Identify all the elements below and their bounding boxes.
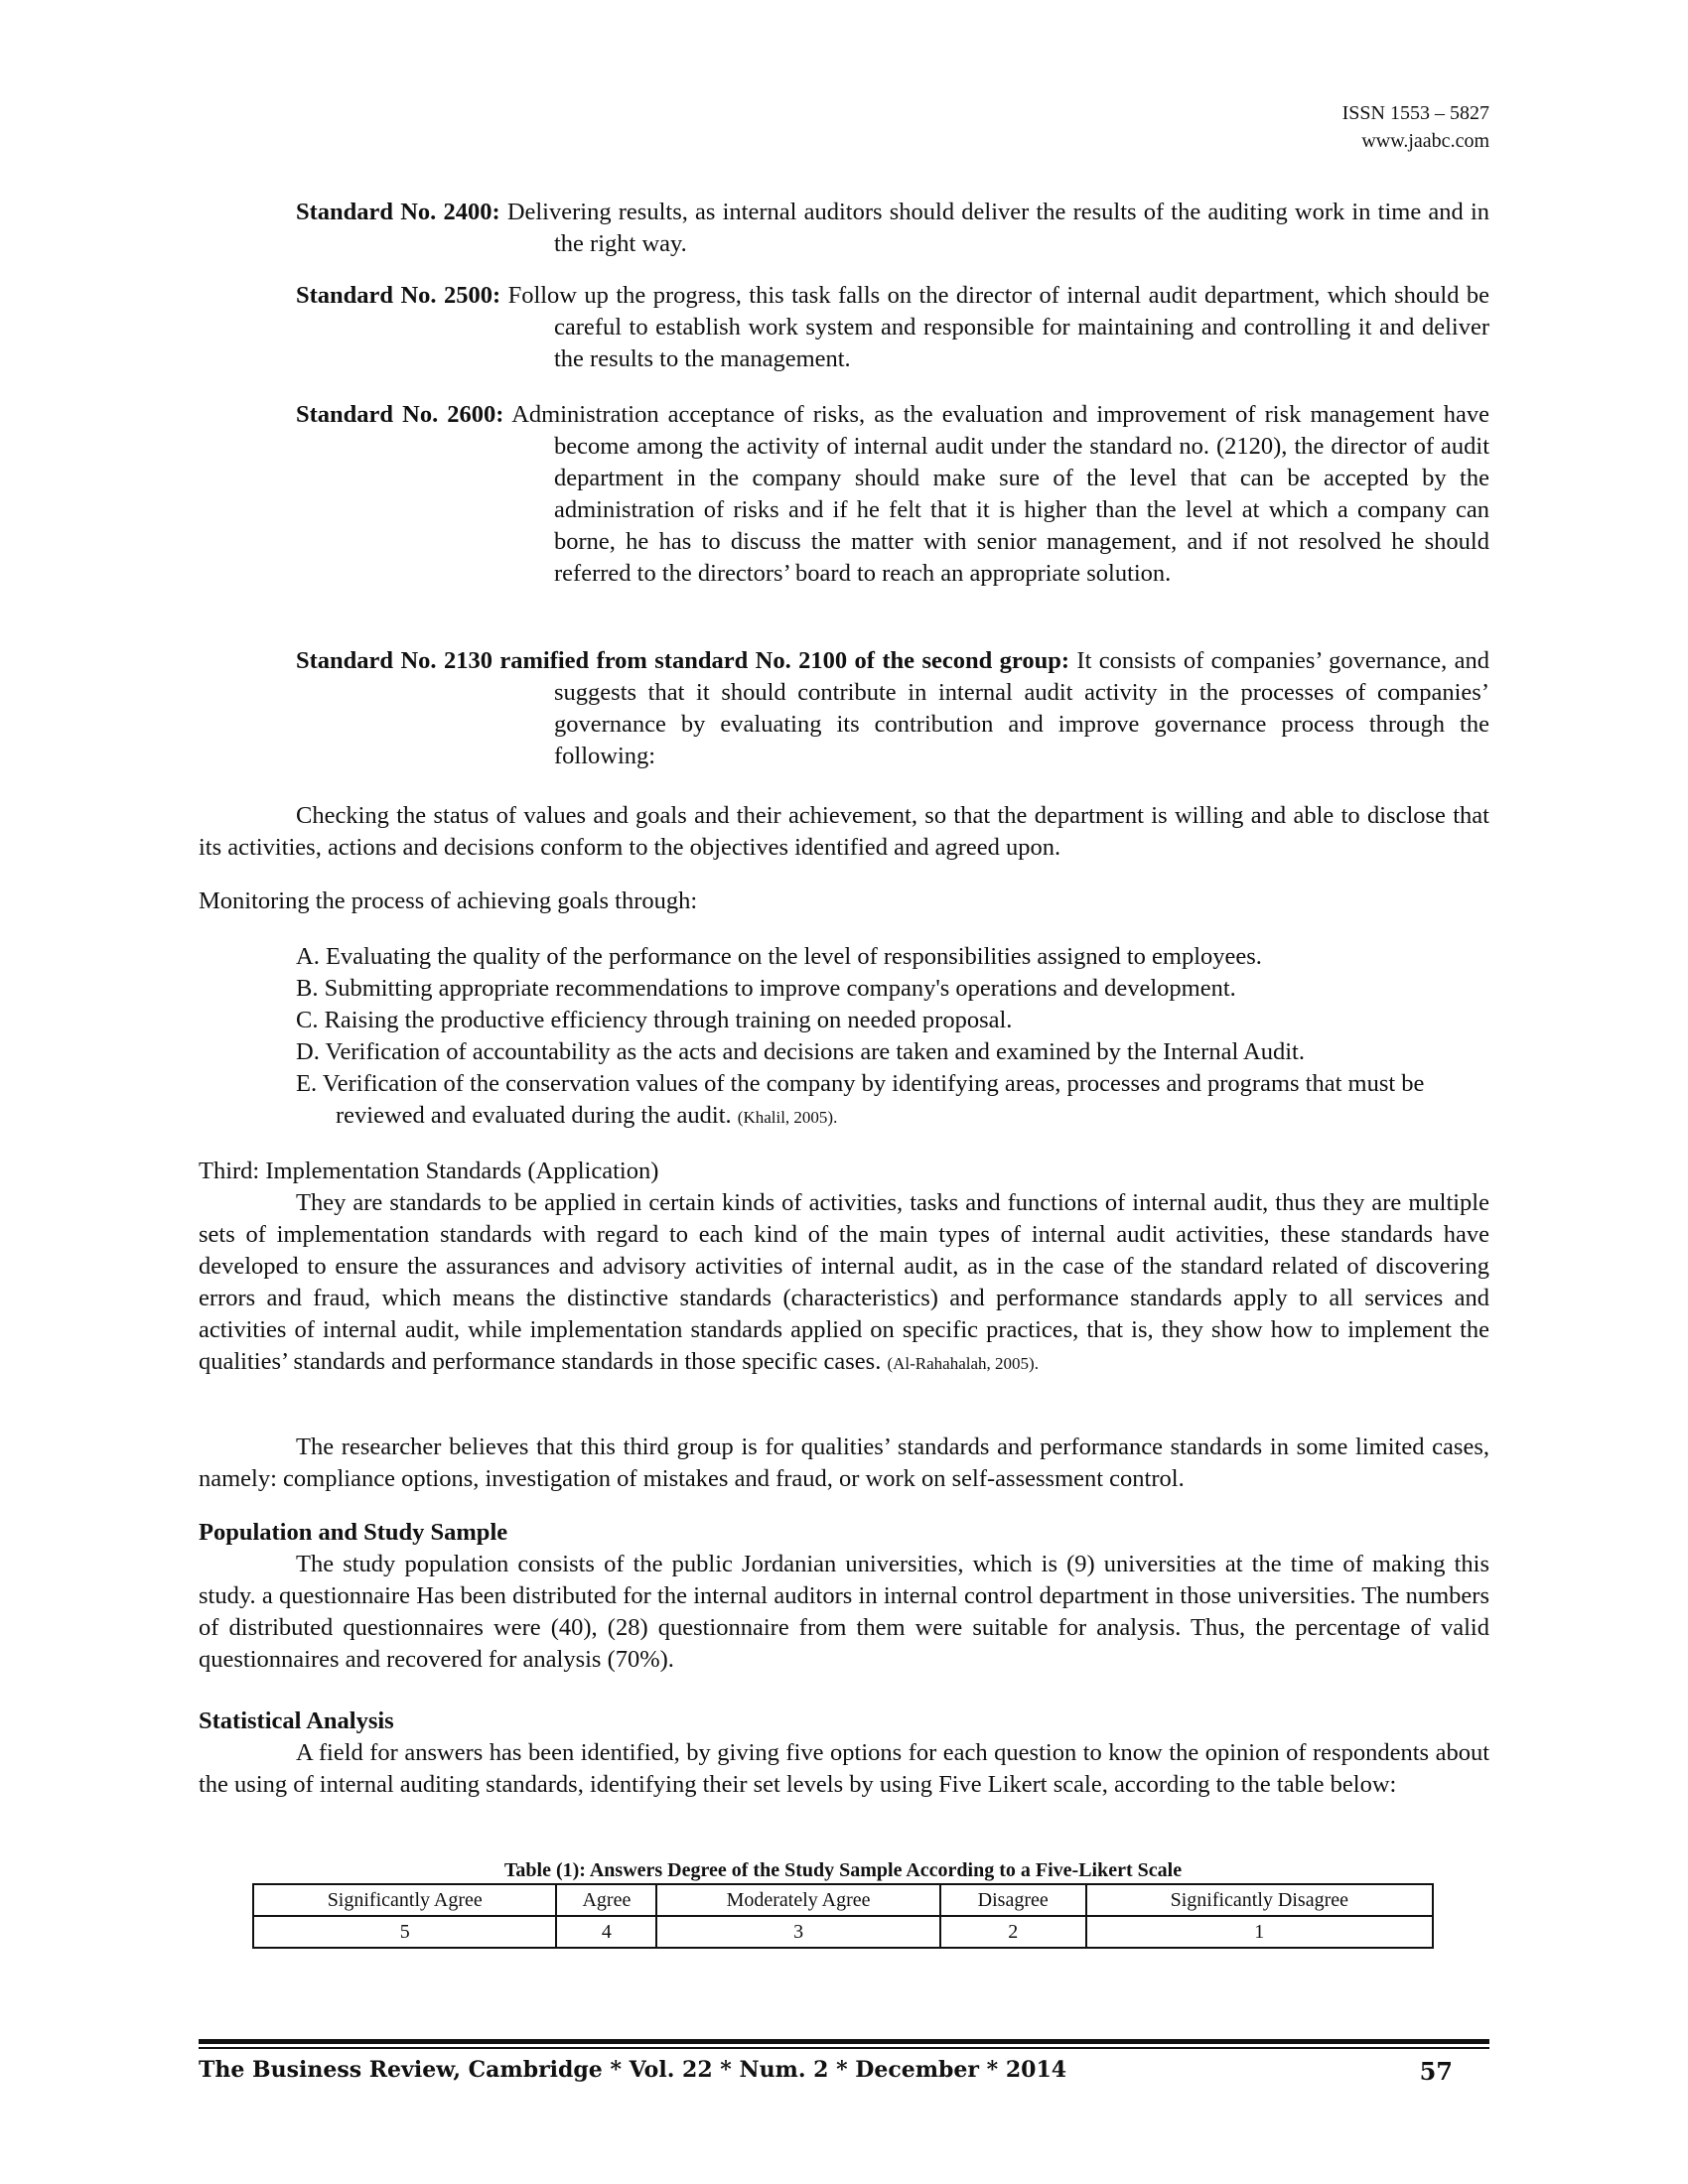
statistical-paragraph: A field for answers has been identified, by giving five options for each question to know the opinion of respondents about the using of internal auditing standards, identifying their set levels by using Five Likert scale, according to the table below: [199, 1739, 1489, 1798]
standard-2400 [296, 197, 1489, 260]
researcher-paragraph: The researcher believes that this third group is for qualities’ standards and performance standards in some limited cases, namely: compliance options, investigation of mistakes and fraud, or work on self-assessment control. [199, 1433, 1489, 1492]
standard-label: Standard No. 2500: [296, 282, 501, 309]
table-caption: Table (1): Answers Degree of the Study Sample According to a Five-Likert Scale [503, 1859, 1183, 1881]
table-header-cell: Agree [556, 1884, 656, 1916]
table-header-cell: Moderately Agree [656, 1884, 939, 1916]
checking-paragraph: Checking the status of values and goals and their achievement, so that the department is willing and able to disclose that its activities, actions and decisions conform to the objectives identified and agreed upon. [199, 802, 1489, 861]
table-cell: 4 [556, 1916, 656, 1948]
list-item: A. Evaluating the quality of the performance on the level of responsibilities assigned to employees. [296, 943, 1262, 970]
population-paragraph: The study population consists of the public Jordanian universities, which is (9) universities at the time of making this study. a questionnaire Has been distributed for the internal auditors in internal control department in those universities. The numbers of distributed questionnaires were (40), (28) questionnaire from them were suitable for analysis. Thus, the percentage of valid questionnaires and recovered for analysis (70%). [199, 1551, 1489, 1673]
list-item: B. Submitting appropriate recommendations to improve company's operations and development. [296, 975, 1236, 1002]
citation: (Al-Rahahalah, 2005). [887, 1354, 1039, 1373]
journal-website: www.jaabc.com [1361, 130, 1489, 152]
standard-text: Delivering results, as internal auditors should deliver the results of the auditing work in time and in the right way. [506, 199, 1490, 257]
table-row [253, 1916, 1433, 1948]
list-item: C. Raising the productive efficiency through training on needed proposal. [296, 1007, 1013, 1033]
standard-2130 [296, 645, 1489, 772]
standard-2600 [296, 399, 1489, 590]
table-cell: 1 [1086, 1916, 1433, 1948]
journal-identifier [1342, 99, 1489, 155]
standard-label: Standard No. 2400: [296, 199, 500, 225]
statistical-heading: Statistical Analysis [199, 1707, 394, 1734]
table-header-row [253, 1884, 1433, 1916]
table-cell: 2 [940, 1916, 1086, 1948]
table-cell: 5 [253, 1916, 556, 1948]
standard-2500 [296, 280, 1489, 375]
population-heading: Population and Study Sample [199, 1519, 508, 1546]
footer-rule-thick [199, 2039, 1489, 2044]
third-heading: Third: Implementation Standards (Application) [199, 1158, 659, 1184]
citation: (Khalil, 2005). [737, 1108, 838, 1127]
journal-citation: The Business Review, Cambridge * Vol. 22 * Num. 2 * December * 2014 [199, 2057, 1067, 2083]
goals-list [296, 941, 1489, 1134]
standard-label: Standard No. 2600: [296, 401, 504, 428]
standard-text: It consists of companies’ governance, and suggests that it should contribute in internal audit activity in the processes of companies’ governance by evaluating its contribution and improve governance process through the following: [554, 647, 1490, 769]
table-header-cell: Significantly Agree [253, 1884, 556, 1916]
table-header-cell: Disagree [940, 1884, 1086, 1916]
standard-text: Follow up the progress, this task falls on the director of internal audit department, which should be careful to establish work system and responsible for maintaining and controlling it and deliver the results to the management. [507, 282, 1490, 372]
list-item-text: E. Verification of the conservation values of the company by identifying areas, processes and programs that must be reviewed and evaluated during the audit. [296, 1070, 1425, 1129]
third-paragraph [199, 1187, 1489, 1380]
footer-rule-thin [199, 2047, 1489, 2049]
monitoring-paragraph: Monitoring the process of achieving goals through: [199, 887, 698, 914]
standard-text: Administration acceptance of risks, as the evaluation and improvement of risk management have become among the activity of internal audit under the standard no. (2120), the director of audit department in the company should make sure of the level that can be accepted by the administration of risks and if he felt that it is higher than the level at which a company can borne, he has to discuss the matter with senior management, and if not resolved he should referred to the directors’ board to reach an appropriate solution. [511, 401, 1489, 587]
likert-table [252, 1883, 1434, 1949]
list-item: D. Verification of accountability as the acts and decisions are taken and examined by the Internal Audit. [296, 1038, 1305, 1065]
page-number: 57 [1419, 2057, 1453, 2086]
table-header-cell: Significantly Disagree [1086, 1884, 1433, 1916]
issn-number: ISSN 1553 – 5827 [1341, 102, 1489, 124]
table-cell: 3 [656, 1916, 939, 1948]
third-paragraph-text: They are standards to be applied in certain kinds of activities, tasks and functions of internal audit, thus they are multiple sets of implementation standards with regard to each kind of the main types of internal audit activities, these standards have developed to ensure the assurances and advisory activities of internal audit, as in the case of the standard related of discovering errors and fraud, which means the distinctive standards (characteristics) and performance standards apply to all services and activities of internal audit, while implementation standards applied on specific practices, that is, they show how to implement the qualities’ standards and performance standards in those specific cases. [199, 1189, 1489, 1375]
standard-label: Standard No. 2130 ramified from standard No. 2100 of the second group: [296, 647, 1069, 674]
list-item [296, 1068, 1489, 1134]
